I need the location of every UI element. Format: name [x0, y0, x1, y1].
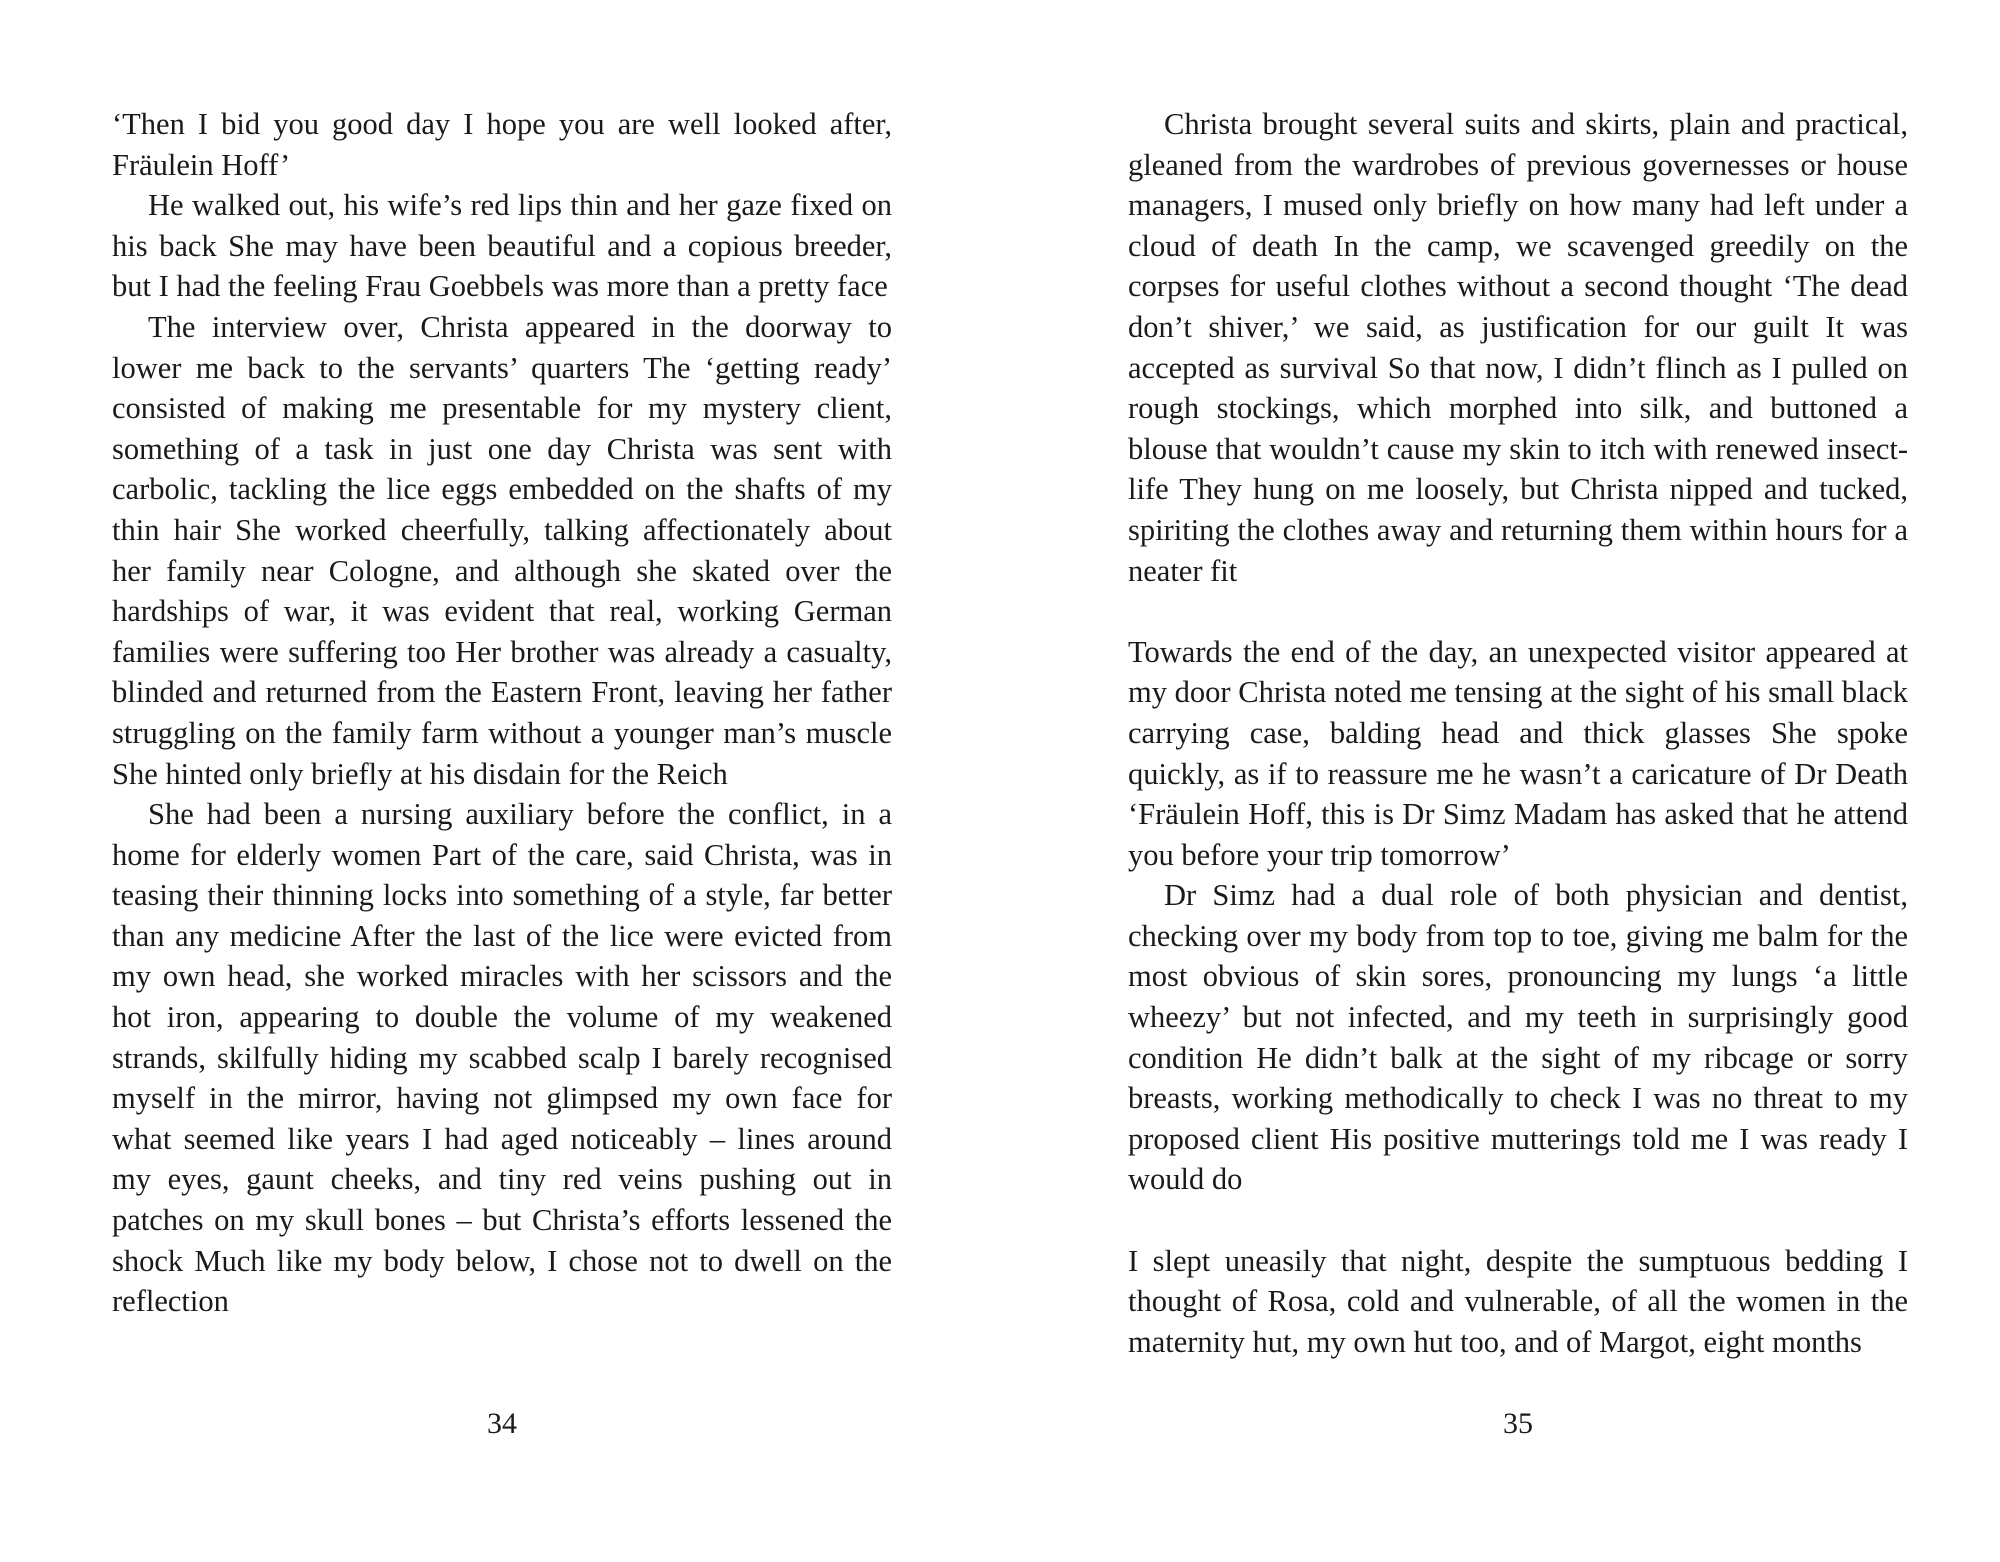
paragraph: I slept uneasily that night, despite the sumptuous bedding I thought of Rosa, cold and vulnerable, of all the women in the maternity hut, my own hut too, and of Margot, eight months — [1128, 1243, 1908, 1359]
paragraph: She had been a nursing auxiliary before the conflict, in a home for elderly women Part of the care, said Christa, was in teasing their thinning locks into something of a style, far better than any medicine After the last of the lice were evicted from my own head, she worked miracles with her scissors and the hot iron, appearing to double the volume of my weakened strands, skilfully hiding my scabbed scalp I barely recognised myself in the mirror, having not glimpsed my own face for what seemed like years I had aged noticeably – lines around my eyes, gaunt cheeks, and tiny red veins pushing out in patches on my skull bones – but Christa’s efforts lessened the shock Much like my body below, I chose not to dwell on the reflection — [112, 797, 892, 1319]
page-number-left: 34 — [487, 1407, 517, 1440]
paragraph: The interview over, Christa appeared in the doorway to lower me back to the servants’ quarters The ‘getting ready’ consisted of making me presentable for my mystery client, something of a task in just one day Christa was sent with carbolic, tackling the lice eggs embedded on the shafts of my thin hair She worked cheerfully, talking affectionately about her family near Cologne, and although she skated over the hardships of war, it was evident that real, working German families were suffering too Her brother was already a casualty, blinded and returned from the Eastern Front, leaving her father struggling on the family farm without a younger man’s muscle She hinted only briefly at his disdain for the Reich — [112, 309, 892, 791]
paragraph: ‘Then I bid you good day I hope you are well looked after, Fräulein Hoff’ — [112, 107, 892, 182]
left-page — [112, 104, 892, 1504]
paragraph: Dr Simz had a dual role of both physician and dentist, checking over my body from top to toe, giving me balm for the most obvious of skin sores, pronouncing my lungs ‘a little wheezy’ but not infected, and my teeth in surprisingly good condition He didn’t balk at the sight of my ribcage or sorry breasts, working methodically to check I was no threat to my proposed client His positive mutterings told me I was ready I would do — [1128, 878, 1908, 1197]
paragraph: Towards the end of the day, an unexpected visitor appeared at my door Christa noted me tensing at the sight of his small black carrying case, balding head and thick glasses She spoke quickly, as if to reassure me he wasn’t a caricature of Dr Death ‘Fräulein Hoff, this is Dr Simz Madam has asked that he attend you before your trip tomorrow’ — [1128, 634, 1908, 872]
paragraph: He walked out, his wife’s red lips thin and her gaze fixed on his back She may have been beautiful and a copious breeder, but I had the feeling Frau Goebbels was more than a pretty face — [112, 188, 892, 304]
page-number-right: 35 — [1503, 1407, 1533, 1440]
left-page-text — [112, 104, 892, 1322]
right-page-text — [1128, 104, 1908, 1362]
paragraph: Christa brought several suits and skirts, plain and practical, gleaned from the wardrobes of previous governesses or house managers, I mused only briefly on how many had left under a cloud of death In the camp, we scavenged greedily on the corpses for useful clothes without a second thought ‘The dead don’t shiver,’ we said, as justification for our guilt It was accepted as survival So that now, I didn’t flinch as I pulled on rough stockings, which morphed into silk, and buttoned a blouse that wouldn’t cause my skin to itch with renewed insect-life They hung on me loosely, but Christa nipped and tucked, spiriting the clothes away and returning them within hours for a neater fit — [1128, 107, 1908, 588]
right-page — [1128, 104, 1908, 1504]
